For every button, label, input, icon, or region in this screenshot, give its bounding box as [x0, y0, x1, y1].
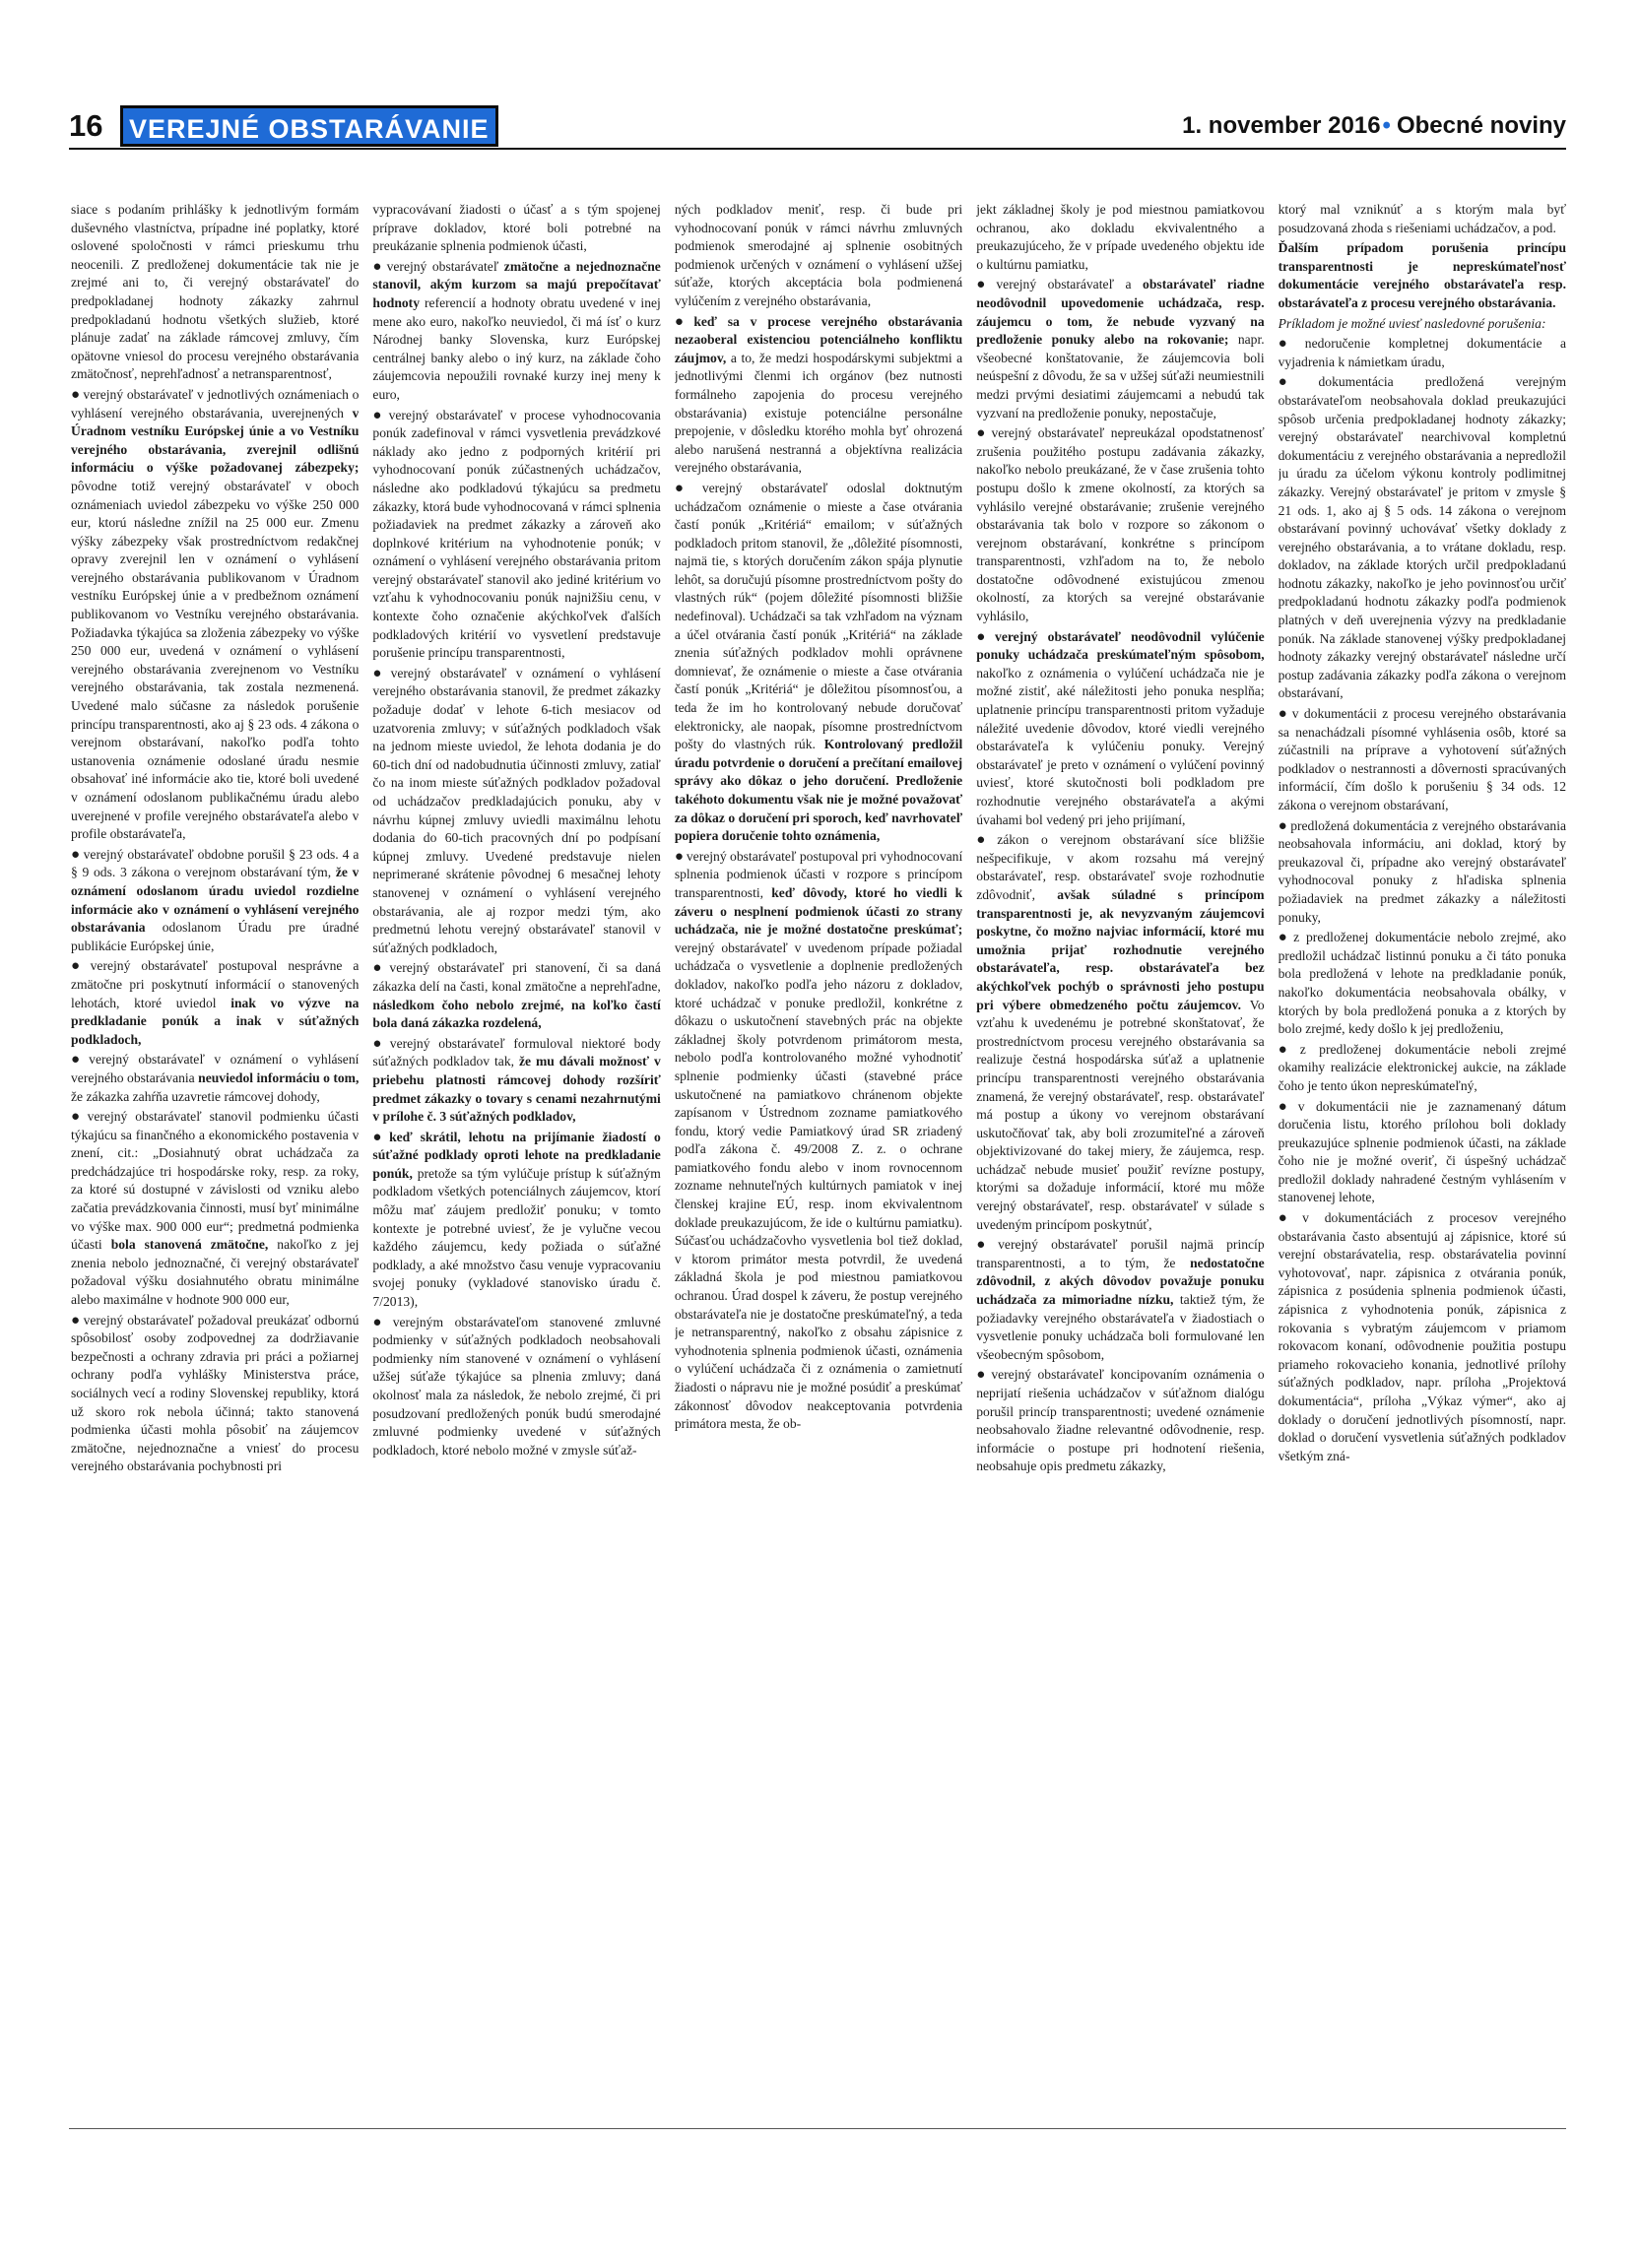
emphasis-text: bola stanovená zmätočne, [110, 1237, 269, 1253]
emphasis-text: zmätočne a nejednoznačne stanovil, akým kurzom sa majú prepočítavať hodnoty [372, 258, 661, 310]
paragraph-text: z predloženej dokumentácie nebolo zrejmé, ako predložil uchádzač listinnú ponuku a či táto ponuka bola predložená v lehote na predkladanie ponúk, nakoľko dokumentácia neobsahovala obálky, v ktorých by bola predložená ponuka a z ktorých by bolo zrejmé, kedy došlo k jej predloženiu, [1278, 930, 1567, 1037]
paragraph [976, 628, 1264, 830]
paragraph-text: verejný obstarávateľ formuloval niektoré body súťažných podkladov tak, [372, 1035, 661, 1069]
bullet-icon: ● [71, 1052, 87, 1069]
paragraph-text: siace s podaním prihlášky k jednotlivým formám duševného vlastníctva, prípadne iné poplatky, ktoré oslovené spoločnosti v rámci prieskumu trhu neocenili. Z predloženej dokumentácie tak nie je zrejmé ani to, či verejný obstarávateľ do predpokladanej hodnoty zákazky zahrnul predpokladanú hodnotu všetkých služieb, ktoré plánuje zadať na základe rámcovej zmluvy, čím opätovne vniesol do procesu verejného obstarávania zmätočnosť, neprehľadnosť a netransparentnosť, [71, 202, 360, 382]
section-title: VEREJNÉ OBSTARÁVANIE [120, 105, 498, 147]
paragraph [71, 1051, 359, 1106]
bullet-icon: ● [372, 960, 387, 977]
bullet-icon: ● [976, 832, 995, 849]
emphasis-text: obstarávateľ riadne neodôvodnil upovedomenie uchádzača, resp. záujemcu o tom, že nebude vyzvaný na predloženie ponuky alebo na rokovanie; [976, 277, 1265, 348]
emphasis-text: neuviedol informáciu o tom, [198, 1069, 360, 1085]
paragraph [71, 386, 359, 844]
paragraph [1279, 315, 1566, 334]
paragraph-text: verejný obstarávateľ pri stanovení, či sa daná zákazka delí na časti, konal zmätočne a neprehľadne, [372, 960, 661, 994]
article-column [1279, 201, 1566, 2116]
bullet-icon: ● [1278, 930, 1291, 946]
bullet-icon: ● [1278, 1098, 1295, 1115]
subheading: Ďalším prípadom porušenia princípu transparentnosti je nepreskúmateľnosť dokumentácie verejného obstarávateľa resp. obstarávateľa z procesu verejného obstarávania. [1278, 240, 1567, 310]
paragraph [1279, 1209, 1566, 1465]
bullet-icon: ● [1278, 336, 1302, 353]
subheading-italic: Príkladom je možné uviesť nasledovné porušenia: [1278, 315, 1546, 331]
article-column [71, 201, 359, 2116]
paragraph [71, 1108, 359, 1310]
page-header [69, 105, 1566, 147]
bullet-icon: ● [372, 665, 388, 681]
paragraph [976, 831, 1264, 1234]
paragraph [372, 665, 660, 958]
paragraph-text: a to, že medzi hospodárskymi subjektmi a jednotlivými členmi ich orgánov (bez nutnosti formálneho zapojenia do procesu verejného obstarávania) existuje potenciálne personálne prepojenie, v dôsledku ktorého mohla byť ohrozená alebo narušená nestranná a objektívna realizácia verejného obstarávania, [674, 350, 963, 476]
bullet-icon: ● [372, 258, 384, 275]
paragraph-text: napr. všeobecné konštatovanie, že záujemcovia boli neúspešní z dôvodu, že sa v užšej súťaži neumiestnili medzi prvými desiatimi záujemcami a nebudú tak vyzvaní na predloženie ponuky, nepostačuje, [976, 332, 1265, 421]
paragraph-text: verejný obstarávateľ koncipovaním oznámenia o neprijatí riešenia uchádzačov v súťažnom dialógu porušil princíp transparentnosti; uvedené oznámenie neobsahovalo žiadne relevantné odôvodnenie, resp. informácie o postupe pri hodnotení riešenia, neobsahuje opis predmetu zákazky, [976, 1367, 1265, 1474]
emphasis-text: že mu dávali možnosť v priebehu platnosti rámcovej dohody rozšíriť predmet zákazky o tovary s cenami nezahrnutými v prílohe č. 3 súťažných podkladov, [372, 1054, 661, 1125]
paragraph-text: nedoručenie kompletnej dokumentácie a vyjadrenia k námietkam úradu, [1278, 336, 1567, 369]
paragraph [71, 957, 359, 1049]
bullet-icon: ● [1278, 1210, 1300, 1227]
paragraph-text: referencií a hodnoty obratu uvedené v inej mene ako euro, nakoľko neuviedol, či má ísť o kurz Národnej banky Slovenska, kurz Európskej centrálnej banky alebo o iný kurz, na základe čoho záujemcovia nepoužili rovnaké kurzy inej meny k euro, [372, 294, 661, 402]
bullet-icon: ● [1278, 706, 1289, 723]
paragraph-text: verejným obstarávateľom stanovené zmluvné podmienky v súťažných podkladoch neobsahovali podmienky ním stanovené v oznámení o vyhlásení užšej súťaže týkajúce sa plnenia zmluvy; daná okolnosť mala za následok, že nebolo zrejmé, či pri posudzovaní predložených ponúk budú smerodajné zmluvné podmienky uvedené v súťažných podkladoch, ktoré nebolo možné v zmysle súťaž- [372, 1314, 661, 1458]
emphasis-text: verejný obstarávateľ neodôvodnil vylúčenie ponuky uchádzača preskúmateľným spôsobom, [976, 628, 1265, 663]
paragraph-text: ných podkladov meniť, resp. či bude pri vyhodnocovaní ponúk v rámci návrhu zmluvných podmienok smerodajné aj splnenie osobitných podmienok určených v oznámení o vyhlásení užšej súťaže, ktorých akceptácia bola podmienená vylúčením z verejného obstarávania, [674, 202, 963, 308]
paragraph [1279, 335, 1566, 371]
paragraph-text: v dokumentáciách z procesov verejného obstarávania často absentujú aj zápisnice, ktoré sú verejní obstarávatelia, resp. obstarávatelia povinní vyhotovovať, napr. zápisnica z otvárania ponúk, zápisnica z posúdenia splnenia podmienok účasti, zápisnica z vyhodnotenia ponúk, zápisnica z rokovania s vybratým záujemcom v priamom rokovacom konaní, odôvodnenie použitia postupu priameho rokovacieho konania, jednotlivé prílohy súťažných podkladov, napr. príloha „Projektová dokumentácia“, príloha „Výkaz výmer“, ako aj doklady o doručení jednotlivých písomností, napr. doklad o doručení vysvetlenia súťažných podkladov všetkým zná- [1278, 1210, 1567, 1463]
paragraph-text: verejný obstarávateľ požadoval preukázať odbornú spôsobilosť osoby zodpovednej za dodržiavanie bezpečnosti a ochrany zdravia pri práci a požiarnej ochrany podľa vyhlášky Ministerstva práce, sociálnych vecí a rodiny Slovenskej republiky, ktorá už skoro rok nebola účinná; takto stanovená podmienka účasti mohla pôsobiť na záujemcov zmätočne, nejednoznačne a vniesť do procesu verejného obstarávania pochybnosti pri [71, 1312, 360, 1474]
paragraph [71, 201, 359, 384]
bullet-icon: ● [674, 480, 699, 496]
paragraph [675, 848, 962, 1434]
emphasis-text: avšak súladné s princípom transparentnosti je, ak nevyzvaným záujemcovi poskytne, čo možno najviac informácií, ktoré mu umožnia prijať rozhodnutie verejného obstarávateľa, resp. obstarávateľa bez akýchkoľvek pochýb o správnosti jeho postupu pri výbere obmedzeného počtu záujemcov. [976, 886, 1265, 1012]
bullet-icon: ● [71, 386, 81, 403]
paragraph [1279, 201, 1566, 237]
article-column [372, 201, 660, 2116]
bullet-icon: ● [372, 1035, 387, 1052]
bullet-icon: ● [71, 846, 81, 863]
paragraph-text: nakoľko z jej znenia nebolo jednoznačné, či verejný obstarávateľ požadoval výšku dosiahnutého obratu minimálne alebo maximálne v hodnote 900 000 eur, [71, 1237, 360, 1308]
paragraph-text: predložená dokumentácia z verejného obstarávania neobsahovala informáciu, ani doklad, ktorý by preukazoval či, prípadne ako verejný obstarávateľ vyhodnocoval ponuky z hľadiska splnenia požiadaviek na predmet zákazky a náležitosti ponuky, [1278, 817, 1567, 925]
paragraph-text: verejný obstarávateľ nepreukázal opodstatnenosť zrušenia použitého postupu zadávania zákazky, nakoľko nebolo preukázané, že v čase zrušenia tohto postupu došlo k zmene okolností, za ktorých sa vyhlásilo verejné obstarávanie; zrušenie verejného obstarávania tak bolo v rozpore so zákonom o verejnom obstarávaní, konkrétne s princípom transparentnosti, vzhľadom na to, že nebolo dostatočne odôvodnené existujúcou zmenou okolností, za ktorých sa verejné obstarávanie vyhlásilo, [976, 425, 1265, 624]
paragraph-text: ktorý mal vzniknúť a s ktorým mala byť posudzovaná zhoda s riešeniami uchádzačov, a pod. [1278, 202, 1567, 235]
bullet-icon: ● [372, 407, 386, 423]
paragraph [1279, 373, 1566, 703]
emphasis-text: Kontrolovaný predložil úradu potvrdenie o doručení a prečítaní emailovej správy ako dôkaz o jeho doručení. Predloženie takéhoto dokumentu však nie je možné považovať za dôkaz o doručení pri sporoch, keď navrhovateľ popiera doručenie tohto oznámenia, [674, 737, 963, 844]
paragraph-text: pretože sa tým vylúčuje prístup k súťažným podkladom všetkých potenciálnych záujemcov, ktorí môžu mať záujem predložiť ponuku; v tomto kontexte je potrebné uviesť, že je vylučne vecou každého záujemcu, kedy požiada o súťažné podklady, a aké množstvo času venuje vypracovaniu svojej ponuky (vykladové stanovisko úradu č. 7/2013), [372, 1165, 661, 1310]
paragraph-text: z predloženej dokumentácie neboli zrejmé okamihy realizácie elektronickej aukcie, na základe čoho je tento úkon nepreskúmateľný, [1278, 1041, 1567, 1093]
separator-dot: • [1382, 112, 1391, 139]
paragraph-text: verejný obstarávateľ v jednotlivých oznámeniach o vyhlásení verejného obstarávania, uverejnených [71, 386, 360, 421]
bullet-icon: ● [976, 277, 994, 293]
paragraph-text: dokumentácia predložená verejným obstarávateľom neobsahovala doklad preukazujúci spôsob určenia predpokladanej hodnoty zákazky; verejný obstarávateľ nearchivoval kompletnú dokumentáciu z verejného obstarávania a nepredložil ju úradu za účelom výkonu kontroly podlimitnej zákazky. Verejný obstarávateľ je pritom v zmysle § 21 ods. 1, ako aj § 5 ods. 14 zákona o verejnom obstarávaní povinný uchovávať všetky doklady z verejného obstarávania, a to vrátane dokladu, resp. dokladov, na základe ktorých určil predpokladanú hodnotu zákazky, nakoľko je jeho povinnosťou určiť predpokladanú hodnotu zákazky podľa podmienok platných v deň uverejnenia výzvy na predkladanie ponúk. Na základe stanovenej výšky predpokladanej hodnoty zákazky verejný obstarávateľ následne určí postup zadávania zákazky podľa zákona o verejnom obstarávaní, [1278, 374, 1567, 701]
bullet-icon: ● [71, 958, 88, 975]
paragraph-text: verejný obstarávateľ obdobne porušil § 23 ods. 4 a § 9 ods. 3 zákona o verejnom obstarávaní tým, [71, 846, 360, 880]
paragraph-text: že zákazka zahŕňa uzavretie rámcovej dohody, [71, 1088, 320, 1104]
paragraph [976, 1366, 1264, 1476]
paragraph [976, 201, 1264, 274]
paragraph-text: verejný obstarávateľ porušil najmä princíp transparentnosti, a to tým, že [976, 1237, 1265, 1270]
bullet-icon: ● [71, 1109, 85, 1126]
paragraph-text: zákon o verejnom obstarávaní síce bližšie nešpecifikuje, v akom rozsahu má verejný obstarávateľ, resp. obstarávateľ svoje rozhodnutie zdôvodniť, [976, 832, 1265, 902]
paragraph-text: taktiež tým, že požiadavky verejného obstarávateľa v žiadostiach o vysvetlenie ponuky uchádzača boli formulované len všeobecným spôsobom, [976, 1292, 1265, 1362]
paragraph [675, 480, 962, 846]
paragraph-text: verejný obstarávateľ odoslal doktnutým uchádzačom oznámenie o mieste a čase otvárania častí ponúk „Kritériá“ emailom; v súťažných podkladoch pritom stanovil, že „dôležité písomnosti, najmä tie, s ktorých doručením zákon spája plynutie lehôt, sa doručujú písomne prostredníctvom pošty do vlastných rúk“ (pojem dôležité písomnosti bližšie nedefinoval). Uchádzači sa tak vzhľadom na význam a účel otvárania častí ponúk „Kritériá“ na základe znenia súťažných podkladov mohli oprávnene domnievať, že oznámenie o mieste a čase otvárania častí ponúk „Kritériá“ je dôležitou písomnosťou, a teda že im ho kontrolovaný nebude doručovať elektronicky, ale naopak, písomne prostredníctvom pošty do vlastných rúk. [674, 480, 963, 752]
paragraph-text: pôvodne totiž verejný obstarávateľ v oboch oznámeniach uviedol zábezpeku vo výške 250 000 eur, ktorú následne znížil na 25 000 eur. Zmenu výšky zábezpeky však prostredníctvom redakčnej opravy zverejnil len v oznámení o vyhlásení verejného obstarávania publikovanom v Úradnom vestníku Európskej únie a v predbežnom oznámení publikovanom vo Vestníku verejného obstarávania. Požiadavka týkajúca sa zloženia zábezpeky vo výške 250 000 eur, uvedená v oznámení o vyhlásení verejného obstarávania zverejnenom vo Vestníku verejného obstarávania, tak zostala nezmenená. Uvedené malo súčasne za následok porušenie princípu transparentnosti, ako aj § 23 ods. 4 zákona o verejnom obstarávaní, nakoľko podľa tohto ustanovenia oznámenie odoslané úradu nesmie obsahovať iné informácie ako tie, ktoré boli uvedené v oznámení odoslanom publikačnému úradu alebo uverejnené v profile verejného obstarávateľa alebo v profile obstarávateľa, [71, 478, 360, 842]
emphasis-text: inak vo výzve na predkladanie ponúk a inak v súťažných podkladoch, [71, 995, 360, 1047]
paragraph-text: verejný obstarávateľ postupoval nesprávne a zmätočne pri poskytnutí informácií o stanovených lehotách, ktoré uviedol [71, 958, 360, 1010]
issue-info [1182, 105, 1566, 147]
paragraph [675, 313, 962, 478]
paragraph-text: jekt základnej školy je pod miestnou pamiatkovou ochranou, ako dokladu ekvivalentného a preukazujúceho, že v prípade uvedeného objektu ide o kultúrnu pamiatku, [976, 202, 1265, 272]
article-column [675, 201, 962, 2116]
paragraph [372, 258, 660, 405]
paragraph [1279, 1041, 1566, 1096]
paragraph-text: verejný obstarávateľ a [996, 277, 1144, 292]
emphasis-text: v Úradnom vestníku Európskej únie a vo Vestníku verejného obstarávania, zverejnil odlišnú informáciu o výške požadovanej zábezpeky; [71, 405, 360, 476]
paragraph-text: verejný obstarávateľ v procese vyhodnocovania ponúk zadefinoval v rámci vysvetlenia prevádzkové náklady ako jedno z podporných kritérií pri vyhodnocovaní ponúk zúčastnených uchádzačov, následne ako podkladovú týkajúcu sa predmetu zákazky, ktorá bude vyhodnocovaná v rámci splnenia požiadaviek na predmet zákazky a zároveň ako doplnkové kritérium na vyhodnotenie ponúk; v oznámení o vyhlásení verejného obstarávania pritom verejný obstarávateľ stanovil ako jediné kritérium vo vzťahu k vyhodnocovaniu ponúk najnižšiu cenu, v kontexte čoho označenie akýchkoľvek ďalších podkladových kritérií vo vysvetlení predstavuje porušenie princípu transparentnosti, [372, 407, 661, 661]
emphasis-text: keď sa v procese verejného obstarávania nezaoberal existenciou potenciálneho konfliktu záujmov, [674, 313, 963, 365]
bullet-icon: ● [1278, 1041, 1297, 1058]
bullet-icon: ● [674, 848, 684, 865]
paragraph [372, 1129, 660, 1312]
paragraph [71, 846, 359, 956]
paragraph [1279, 705, 1566, 815]
bullet-icon: ● [674, 313, 691, 330]
article-column [976, 201, 1264, 2116]
footer-rule [69, 2128, 1566, 2129]
paragraph [976, 276, 1264, 422]
paragraph-text: verejný obstarávateľ postupoval pri vyhodnocovaní splnenia podmienok účasti v rozpore s princípom transparentnosti, [674, 848, 963, 900]
paragraph [372, 1035, 660, 1127]
paragraph [71, 1312, 359, 1476]
emphasis-text: keď skrátil, lehotu na prijímanie žiadostí o súťažné podklady oproti lehote na predkladanie ponúk, [372, 1129, 661, 1181]
paragraph [1279, 1098, 1566, 1208]
emphasis-text: nedostatočne zdôvodnil, z akých dôvodov považuje ponuku uchádzača za mimoriadne nízku, [976, 1255, 1265, 1308]
issue-date: 1. november 2016 [1182, 112, 1381, 139]
paragraph [372, 201, 660, 256]
publication-name: Obecné noviny [1396, 112, 1566, 139]
emphasis-text: keď dôvody, ktoré ho viedli k záveru o nesplnení podmienok účasti zo strany uchádzača, nie je možné dostatočne preskúmať; [674, 884, 963, 938]
paragraph-text: vypracovávaní žiadosti o účasť a s tým spojenej príprave dokladov, ktoré boli potrebné na preukázanie splnenia podmienok účasti, [372, 202, 661, 254]
paragraph-text: verejný obstarávateľ v uvedenom prípade požiadal uchádzača o vysvetlenie a doplnenie predložených dokladov, nakoľko podľa jeho názoru z dokladov, ktoré uchádzač v ponuke predložil, konkrétne z dôkazu o uskutočnení stavebných prác na objekte základnej školy potvrdenom primátorom mesta, nebolo podľa kontrolovaného možné vyhodnotiť splnenie podmienky účasti (stavebné práce uskutočnené na pamiatkovo chránenom objekte zapísanom v Ústrednom zozname pamiatkového fondu, ktorý vedie Pamiatkový úrad SR zriadený podľa zákona č. 49/2008 Z. z. o ochrane pamiatkového fondu alebo v inom rovnocennom zozname nehnuteľných kultúrnych pamiatok v inej členskej krajine EÚ, resp. inom ekvivalentnom doklade preukazujúcom, že ide o kultúrnu pamiatku). Súčasťou uchádzačovho vysvetlenia bol tiež doklad, v ktorom primátor mesta potvrdil, že uvedená základná škola je pod miestnou pamiatkovou ochranou. Úrad dospel k záveru, že postup verejného obstarávateľa nie je dostatočne preskúmateľný, a teda je netransparentný, nakoľko z obsahu zápisnice z vyhodnotenia splnenia podmienok účasti, oznámenia o vylúčení uchádzača či z oznámenia o zamietnutí žiadosti o nápravu nie je možné posúdiť a preskúmať zákonnosť dôvodov neakceptovania potvrdenia primátora mesta, že ob- [674, 940, 963, 1432]
paragraph [1279, 929, 1566, 1039]
page-number: 16 [69, 108, 103, 143]
paragraph [1279, 239, 1566, 312]
paragraph [372, 1314, 660, 1460]
paragraph-text: odoslanom Úradu pre úradné publikácie Európskej únie, [71, 920, 360, 953]
bullet-icon: ● [372, 1314, 390, 1330]
paragraph [976, 424, 1264, 626]
paragraph-text: verejný obstarávateľ [386, 258, 504, 274]
emphasis-text: že v oznámení odoslanom úradu uviedol rozdielne informácie ako v oznámení o vyhlásení verejného obstarávania [71, 865, 360, 936]
paragraph [675, 201, 962, 311]
paragraph [1279, 817, 1566, 928]
paragraph-text: v dokumentácii nie je zaznamenaný dátum doručenia listu, ktorého prílohou boli doklady preukazujúce splnenie podmienok účasti, na základe čoho nie je možné overiť, či úspešný uchádzač predložil doklady nahradené čestným vyhlásením v stanovenej lehote, [1278, 1098, 1567, 1205]
paragraph-text: v dokumentácii z procesu verejného obstarávania sa nenachádzali písomné vyhlásenia osôb, ktoré sa zúčastnili na príprave a vyhotovení súťažných podkladov o nestrannosti a dôvernosti spracúvaných informácií, čím došlo k porušeniu § 34 ods. 12 zákona o verejnom obstarávaní, [1278, 706, 1567, 812]
paragraph-text: verejný obstarávateľ v oznámení o vyhlásení verejného obstarávania stanovil, že predmet zákazky požaduje dodať v lehote 6-tich mesiacov od uzatvorenia zmluvy; v súťažných podkladoch však na jednom mieste uviedol, že lehota dodania je do 60-tich dní od nadobudnutia účinnosti zmluvy, zatiaľ čo na inom mieste súťažných podkladov požadoval od uchádzačov predkladajúcich ponuku, aby v návrhu kúpnej zmluvy uviedli maximálnu lehotu dodania do 60-tich pracovných dní po podpísaní kúpnej zmluvy. Uvedené predstavuje nielen neprimerané skrátenie pôvodnej 6 mesačnej lehoty stanovenej v oznámení o vyhlásení verejného obstarávania, ale aj rozpor medzi tým, ako predmetnú lehotu verejný obstarávateľ stanovil v súťažných podkladoch, [372, 665, 661, 955]
paragraph [372, 959, 660, 1032]
emphasis-text: následkom čoho nebolo zrejmé, na koľko častí bola daná zákazka rozdelená, [372, 997, 661, 1031]
paragraph [372, 407, 660, 663]
bullet-icon: ● [976, 425, 989, 442]
paragraph-text: Vo vzťahu k uvedenému je potrebné skonštatovať, že prostredníctvom procesu verejného obstarávania sa realizuje čestná hospodárska súťaž a uplatnenie princípu transparentnosti verejného obstarávania znamená, že verejný obstarávateľ, resp. obstarávateľ má postup a úkony vo verejnom obstarávaní uskutočňovať tak, aby boli zrozumiteľné a zároveň objektivizované do takej miery, že záujemca, resp. uchádzač nebude musieť použiť revízne postupy, ktorými sa dožaduje informácií, ktoré mu môže verejný obstarávateľ, resp. obstarávateľ v súlade s uvedeným princípom poskytnúť, [976, 997, 1265, 1232]
header-rule [69, 148, 1566, 150]
bullet-icon: ● [976, 1237, 996, 1254]
bullet-icon: ● [1278, 374, 1316, 391]
bullet-icon: ● [372, 1129, 387, 1145]
paragraph-text: verejný obstarávateľ v oznámení o vyhlásení verejného obstarávania [71, 1052, 360, 1085]
bullet-icon: ● [71, 1312, 81, 1328]
bullet-icon: ● [976, 1367, 989, 1384]
article-body [71, 201, 1566, 2116]
paragraph [976, 1236, 1264, 1364]
bullet-icon: ● [976, 628, 993, 645]
bullet-icon: ● [1278, 817, 1288, 834]
paragraph-text: verejný obstarávateľ stanovil podmienku účasti týkajúcu sa finančného a ekonomického postavenia v znení, cit.: „Dosiahnutý obrat uchádzača za predchádzajúce tri hospodárske roky, resp. za roky, za ktoré sú dostupné v závislosti od vzniku alebo začatia prevádzkovania činnosti, musí byť minimálne vo výške max. 900 000 eur“; predmetná podmienka účasti [71, 1109, 360, 1253]
paragraph-text: nakoľko z oznámenia o vylúčení uchádzača nie je možné zistiť, aké náležitosti jeho ponuka nesplňa; uplatnenie princípu transparentnosti pritom vyžaduje náležité uvedenie dôvodov, ktoré viedli verejného obstarávateľa k vylúčeniu ponuky. Verejný obstarávateľ je preto v oznámení o vylúčení povinný uviesť, ktoré skutočnosti boli podkladom pre rozhodnutie verejného obstarávateľa a akými úvahami bol vedený pri jeho prijímaní, [976, 665, 1265, 827]
